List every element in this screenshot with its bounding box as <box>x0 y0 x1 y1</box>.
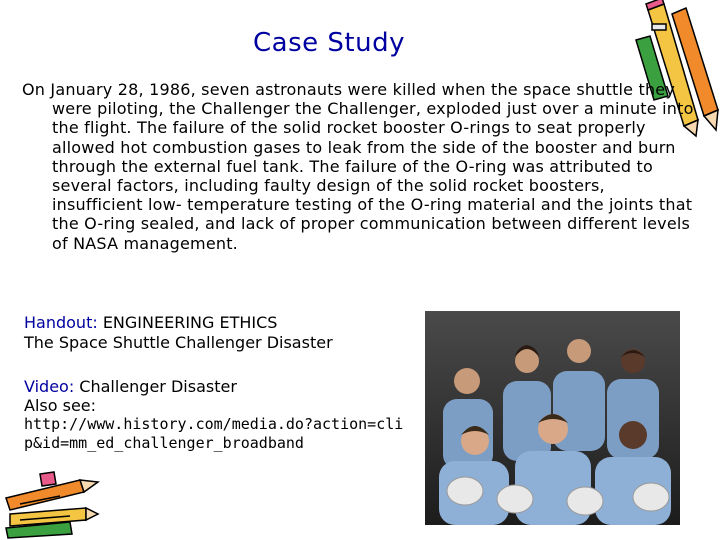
handout-line1: ENGINEERING ETHICS <box>97 313 278 332</box>
handout-line2: The Space Shuttle Challenger Disaster <box>24 333 333 352</box>
video-label: Video: <box>24 377 75 396</box>
video-url-line1[interactable]: http://www.history.com/media.do?action=cli <box>24 415 404 433</box>
crew-photo <box>425 311 680 525</box>
pencil-cluster-icon <box>0 468 100 540</box>
video-text: Challenger Disaster <box>74 377 237 396</box>
handout-label: Handout: <box>24 313 98 332</box>
also-see-label: Also see: <box>24 396 97 415</box>
handout-block <box>24 313 333 353</box>
case-study-paragraph: On January 28, 1986, seven astronauts were killed when the space shuttle they were piloting, the Challenger the Challenger, exploded just over a minute into the flight. The failure of the solid rocket booster O-rings to seat properly allowed hot combustion gases to leak from the side of the booster and burn through the external fuel tank. The failure of the O-ring was attributed to several factors, including faulty design of the solid rocket boosters, insufficient low- temperature testing of the O-ring material and the joints that the O-ring sealed, and lack of proper communication between different levels of NASA management. <box>22 80 694 253</box>
video-block <box>24 377 403 453</box>
slide-title: Case Study <box>253 28 405 58</box>
video-url-line2[interactable]: p&id=mm_ed_challenger_broadband <box>24 434 304 452</box>
